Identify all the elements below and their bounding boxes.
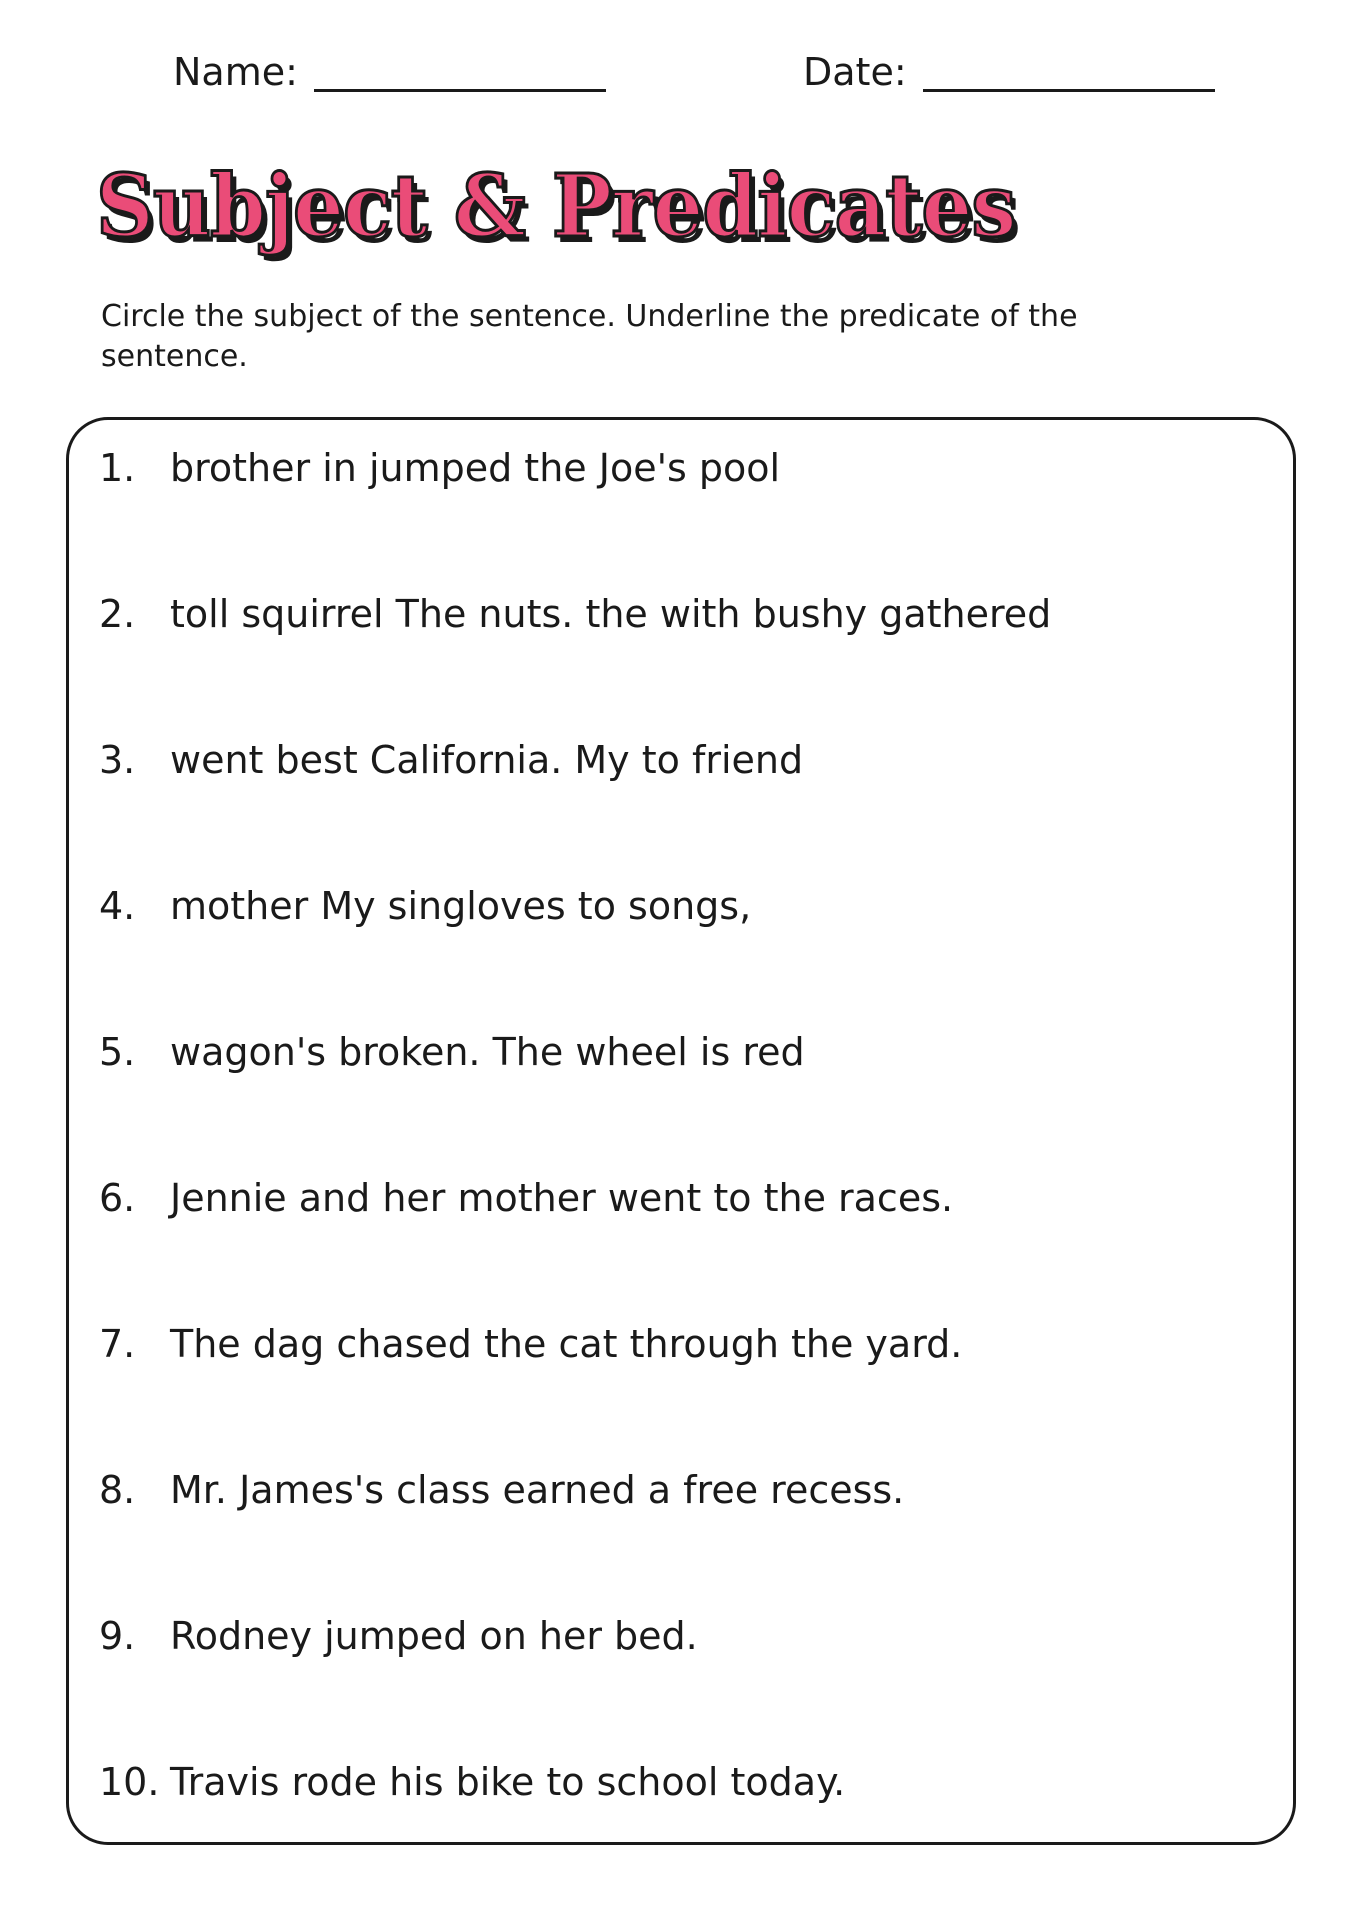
item-sentence: brother in jumped the Joe's pool <box>170 446 781 490</box>
exercise-box <box>66 417 1296 1845</box>
item-sentence: Travis rode his bike to school today. <box>170 1760 846 1804</box>
item-sentence: Mr. James's class earned a free recess. <box>170 1468 905 1512</box>
name-field <box>173 46 606 96</box>
exercise-item <box>99 1028 805 1076</box>
exercise-item <box>99 882 751 930</box>
item-sentence: The dag chased the cat through the yard. <box>170 1322 963 1366</box>
item-sentence: wagon's broken. The wheel is red <box>170 1030 805 1074</box>
date-blank-line[interactable] <box>923 89 1215 92</box>
date-field <box>803 46 1215 96</box>
item-number: 6. <box>99 1176 136 1220</box>
item-sentence: Jennie and her mother went to the races. <box>170 1176 954 1220</box>
exercise-item <box>99 1320 962 1368</box>
item-number: 2. <box>99 592 136 636</box>
exercise-list <box>69 420 1293 1842</box>
item-sentence: mother My singloves to songs, <box>170 884 752 928</box>
exercise-item <box>99 1758 845 1806</box>
item-number: 3. <box>99 738 136 782</box>
item-number: 9. <box>99 1614 136 1658</box>
item-number: 4. <box>99 884 136 928</box>
exercise-item <box>99 736 803 784</box>
item-number: 7. <box>99 1322 136 1366</box>
worksheet-title: Subject & Predicates <box>96 156 1016 257</box>
name-label: Name: <box>173 50 298 94</box>
item-sentence: toll squirrel The nuts. the with bushy gathered <box>170 592 1052 636</box>
item-sentence: Rodney jumped on her bed. <box>170 1614 698 1658</box>
item-number: 8. <box>99 1468 136 1512</box>
exercise-item <box>99 444 780 492</box>
exercise-item <box>99 1612 698 1660</box>
item-sentence: went best California. My to friend <box>170 738 804 782</box>
exercise-item <box>99 1466 904 1514</box>
name-blank-line[interactable] <box>314 89 606 92</box>
date-label: Date: <box>803 50 907 94</box>
exercise-item <box>99 1174 953 1222</box>
instructions-text: Circle the subject of the sentence. Underline the predicate of the sentence. <box>101 299 1078 374</box>
exercise-item <box>99 590 1051 638</box>
item-number: 1. <box>99 446 136 490</box>
item-number: 10. <box>99 1760 160 1804</box>
item-number: 5. <box>99 1030 136 1074</box>
